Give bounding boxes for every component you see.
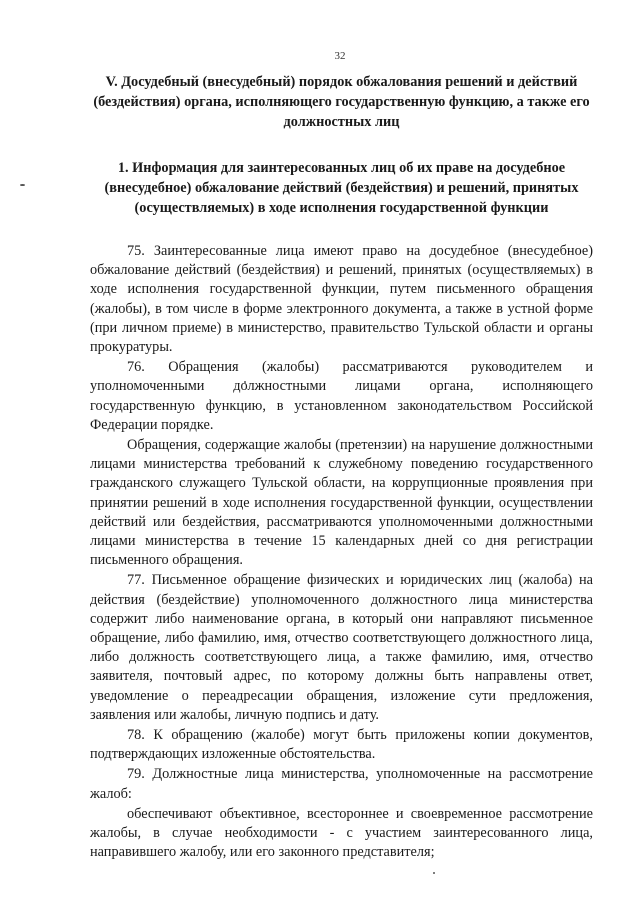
paragraph-77: 77. Письменное обращение физических и юридических лиц (жалоба) на действия (бездействие) уполномоченного должностного лица министерства содержит либо наименование органа, в который они направляют письменное обращение, либо фамилию, имя, отчество соответствующего должностного лица, либо должность соответствующего лица, а также фамилию, имя, отчество заявителя, почтовый адрес, по которому должны быть направлены ответ, уведомление о переадресации обращения, изложение сути предложения, заявления или жалобы, личную подпись и дату.: [90, 572, 593, 723]
paragraph-78: 78. К обращению (жалобе) могут быть приложены копии документов, подтверждающих изложенные обстоятельства.: [90, 727, 593, 763]
page-number: 32: [334, 50, 346, 62]
paragraph-79: 79. Должностные лица министерства, уполномоченные на рассмотрение жалоб:: [90, 766, 593, 802]
paragraph-75: 75. Заинтересованные лица имеют право на досудебное (внесудебное) обжалование действий (бездействия) и решений, принятых (осуществляемых) в ходе исполнения государственной функции, путем письменного обращения (жалобы), в том числе в форме электронного документа, а также в устной форме (при личном приеме) в министерство, правительство Тульской области и органы прокуратуры.: [90, 243, 593, 356]
subsection-title: 1. Информация для заинтересованных лиц об их праве на досудебное (внесудебное) обжалование действий (бездействия) и решений, принятых (осуществляемых) в ходе исполнения государственной функции: [104, 160, 579, 216]
scan-speck: [433, 872, 435, 874]
document-body: [90, 72, 593, 863]
paragraph-79-item: обеспечивают объективное, всестороннее и своевременное рассмотрение жалобы, в случае необходимости - с участием заинтересованного лица, направившего жалобу, или его законного представителя;: [90, 805, 593, 861]
paragraph-76: 76. Обращения (жалобы) рассматриваются руководителем и уполномоченными должностными лицами органа, исполняющего государственную функцию, в установленном законодательством Российской Федерации порядке.: [90, 359, 593, 433]
scan-speck: [20, 184, 25, 186]
paragraph-complaints: Обращения, содержащие жалобы (претензии) на нарушение должностными лицами министерства требований к служебному поведению государственного гражданского служащего Тульской области, на коррупционные проявления при принятии решений в ходе исполнения государственной функции, осуществлении действий или бездействия, рассматриваются уполномоченными должностными лицами министерства в течение 15 календарных дней со дня регистрации письменного обращения.: [90, 437, 593, 569]
section-title: V. Досудебный (внесудебный) порядок обжалования решений и действий (бездействия) органа, исполняющего государственную функцию, а также его должностных лиц: [93, 74, 590, 130]
